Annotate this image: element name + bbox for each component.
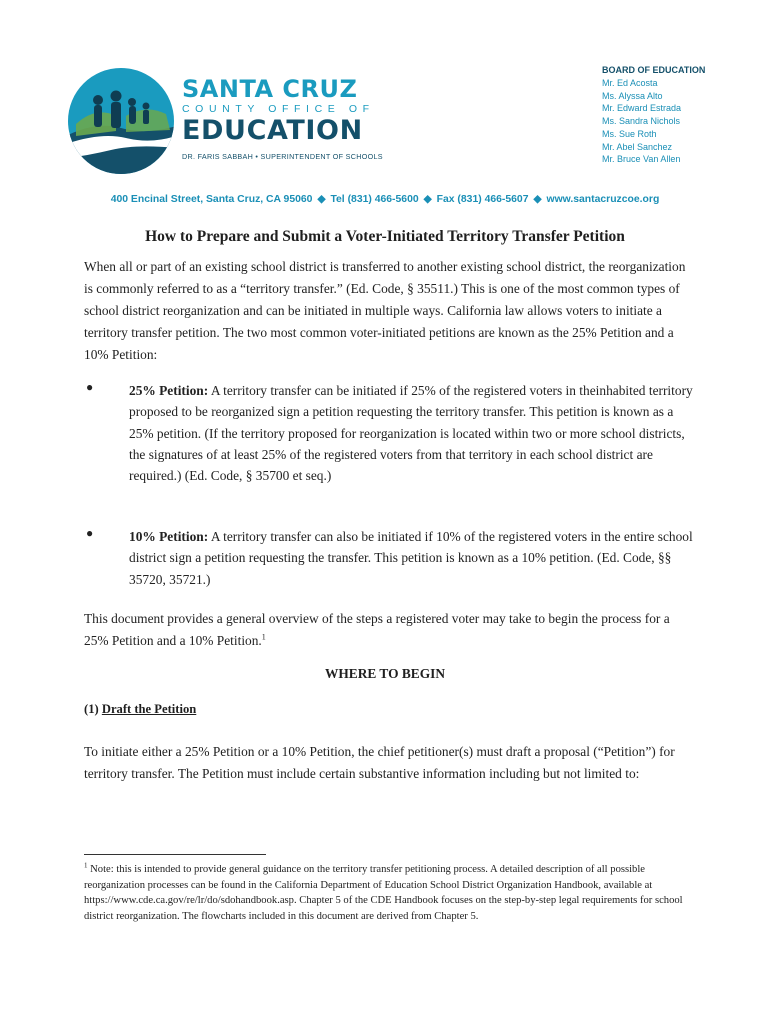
footnote-divider xyxy=(84,854,266,855)
diamond-separator-icon: ◆ xyxy=(423,194,432,205)
bullet-dot-icon: ● xyxy=(86,526,94,540)
bullet-dot-icon: ● xyxy=(86,380,94,394)
board-member: Mr. Bruce Van Allen xyxy=(602,154,681,165)
subheading-text: Draft the Petition xyxy=(101,702,197,716)
street-address: 400 Encinal Street, Santa Cruz, CA 95060 xyxy=(110,194,313,205)
bullet-10-percent xyxy=(129,526,694,590)
fax: Fax (831) 466-5607 xyxy=(436,194,529,205)
board-member: Ms. Alyssa Alto xyxy=(602,90,663,101)
board-member: Ms. Sandra Nichols xyxy=(602,116,681,127)
board-member: Mr. Abel Sanchez xyxy=(602,141,673,152)
section-heading: WHERE TO BEGIN xyxy=(324,666,446,681)
footnote-reference[interactable]: 1 xyxy=(261,632,266,642)
bullet-body: A territory transfer can be initiated if 25% of the registered voters in theinhabited territory proposed to be reorganized sign a petition requesting the territory transfer. This petition is known as a 25% petition. (If the territory proposed for reorganization is located within two or more school districts, the signatures of at least 25% of the registered voters from that territory in each school district are required.) (Ed. Code, § 35700 et seq.) xyxy=(129,383,693,484)
bullet-label: 10% Petition: xyxy=(129,529,209,544)
board-of-education-list xyxy=(602,64,705,166)
document-title: How to Prepare and Submit a Voter-Initiated Territory Transfer Petition xyxy=(145,228,625,245)
board-member: Mr. Ed Acosta xyxy=(602,78,658,88)
brand-county-office: COUNTY OFFICE OF xyxy=(182,103,375,115)
brand-wordmark xyxy=(182,76,383,161)
intro-paragraph: When all or part of an existing school district is transferred to another existing school district, the reorganization is commonly referred to as a “territory transfer.” (Ed. Code, § 35511.) This is one of the most common types of school district reorganization and can be initiated in multiple ways. California law allows voters to initiate a territory transfer petition. The two most common voter-initiated petitions are known as the 25% Petition and a 10% Petition: xyxy=(84,259,686,362)
footnote-number: 1 xyxy=(84,861,88,870)
board-member: Mr. Edward Estrada xyxy=(602,103,682,114)
subheading-number: (1) xyxy=(84,702,99,716)
subheading-draft-petition xyxy=(84,702,196,717)
bullet-25-percent xyxy=(129,380,694,486)
contact-line xyxy=(0,193,770,205)
telephone: Tel (831) 466-5600 xyxy=(330,194,419,205)
board-member: Ms. Sue Roth xyxy=(602,128,657,139)
diamond-separator-icon: ◆ xyxy=(317,194,326,205)
diamond-separator-icon: ◆ xyxy=(533,194,542,205)
logo-icon xyxy=(66,66,176,176)
website-link[interactable]: www.santacruzcoe.org xyxy=(546,194,660,205)
draft-paragraph: To initiate either a 25% Petition or a 10% Petition, the chief petitioner(s) must draft a proposal (“Petition”) for territory transfer. The Petition must include certain substantive information including but not limited to: xyxy=(84,744,675,781)
brand-santa-cruz: SANTA CRUZ xyxy=(182,75,358,103)
board-title: BOARD OF EDUCATION xyxy=(602,65,706,75)
brand-education: EDUCATION xyxy=(182,115,363,146)
bullet-label: 25% Petition: xyxy=(129,383,209,398)
brand-superintendent: DR. FARIS SABBAH • SUPERINTENDENT OF SCHOOLS xyxy=(182,152,383,161)
overview-text: This document provides a general overview of the steps a registered voter may take to begin the process for a 25% Petition and a 10% Petition. xyxy=(84,611,670,648)
bullet-body: A territory transfer can also be initiated if 10% of the registered voters in the entire school district sign a petition requesting the transfer. This petition is known as a 10% petition. (Ed. Code, §§ 35720, 35721.) xyxy=(129,529,693,587)
footnote xyxy=(84,862,696,924)
overview-paragraph xyxy=(84,608,694,652)
footnote-text: Note: this is intended to provide general guidance on the territory transfer petitioning process. A detailed description of all possible reorganization processes can be found in the California Department of Education School District Organization Handbook, available at https://www.cde.ca.gov/re/lr/do/sdohandbook.asp. Chapter 5 of the CDE Handbook focuses on the step-by-step legal requirements for school district reorganization. The flowcharts included in this document are derived from Chapter 5. xyxy=(84,864,683,922)
